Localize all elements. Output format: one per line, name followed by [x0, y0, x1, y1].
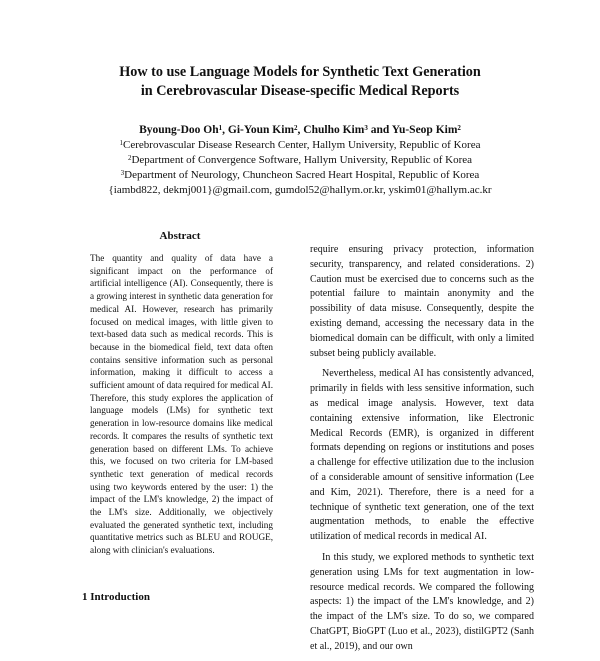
introduction-body: [310, 243, 534, 661]
abstract-paragraph: The quantity and quality of data have a significant impact on the performance of artificial intelligence (AI). Consequently, there is a growing interest in synthetic data generation for medical AI. However, research has primarily focused on medical images, with little given to text-based data such as medical records. This is because in the biomedical field, text data often contains sensitive information such as personal information, making it difficult to access a sufficient amount of data required for medical AI. Therefore, this study explores the application of language models (LMs) for synthetic text generation in low-resource domains like medical records. It compares the results of synthetic text generation based on different LMs. To achieve this, we focused on two criteria for LM-based synthetic text generation of medical records using two keywords entered by the user: 1) the impact of the LM's knowledge, 2) the impact of the LM's size. Additionally, we objectively evaluated the generated synthetic text, including quantitative metrics such as BLEU and ROUGE, along with clinician's evaluations.: [90, 253, 274, 556]
affiliation: $^2$Department of Convergence Software, Hallym University, Republic of Korea: [127, 154, 473, 166]
author: Yu-Seop Kim$^2$: [391, 124, 461, 136]
author: Gi-Youn Kim$^2$,: [227, 124, 304, 136]
author-emails: {iambd822, dekmj001}@gmail.com, gumdol52@hallym.or.kr, yskim01@hallym.ac.kr: [108, 184, 492, 196]
abstract-body: [90, 252, 273, 563]
section-heading-introduction: 1 Introduction: [82, 591, 150, 603]
body-paragraph: require ensuring privacy protection, information security, transparency, and related considerations. 2) Caution must be exercised due to concerns such as the potential failure to maintain anonymity and the possibility of data misuse. Consequently, despite the existing demand, accessing the necessary data in the biomedical domain can be difficult, with only a limited subset being publicly available.: [310, 244, 534, 359]
affiliation: $^1$Cerebrovascular Disease Research Center, Hallym University, Republic of Korea: [119, 139, 481, 151]
author-list: [60, 123, 540, 138]
body-paragraph: Nevertheless, medical AI has consistently advanced, primarily in fields with less sensitive information, such as medical image analysis. However, text data containing extensive information, like Electronic Medical Records (EMR), is organized in different formats depending on regions or institutions and poses a challenge for effective utilization due to the inclusion of a considerable amount of sensitive information (Lee and Kim, 2021). Therefore, there is a need for a technique of synthetic text generation, one of the text augmentation methods, to enable the effective utilization of medical records in medical AI.: [310, 368, 534, 543]
paper-title: [60, 63, 540, 101]
author: Chulho Kim$^3$ and: [303, 124, 392, 136]
title-line-1: How to use Language Models for Synthetic Text Generation: [119, 64, 481, 80]
author: Byoung-Doo Oh$^1$,: [139, 124, 228, 136]
affiliation: $^3$Department of Neurology, Chuncheon Sacred Heart Hospital, Republic of Korea: [120, 169, 480, 181]
title-line-2: in Cerebrovascular Disease-specific Medical Reports: [140, 83, 460, 99]
body-paragraph: In this study, we explored methods to synthetic text generation using LMs for text augmentation in low-resource medical records. We compared the following aspects: 1) the impact of the LM's knowledge, and 2) the impact of the LM's size. To do so, we compared ChatGPT, BioGPT (Luo et al., 2023), distilGPT2 (Sanh et al., 2019), and our own: [310, 551, 534, 652]
abstract-heading: Abstract: [159, 230, 201, 242]
